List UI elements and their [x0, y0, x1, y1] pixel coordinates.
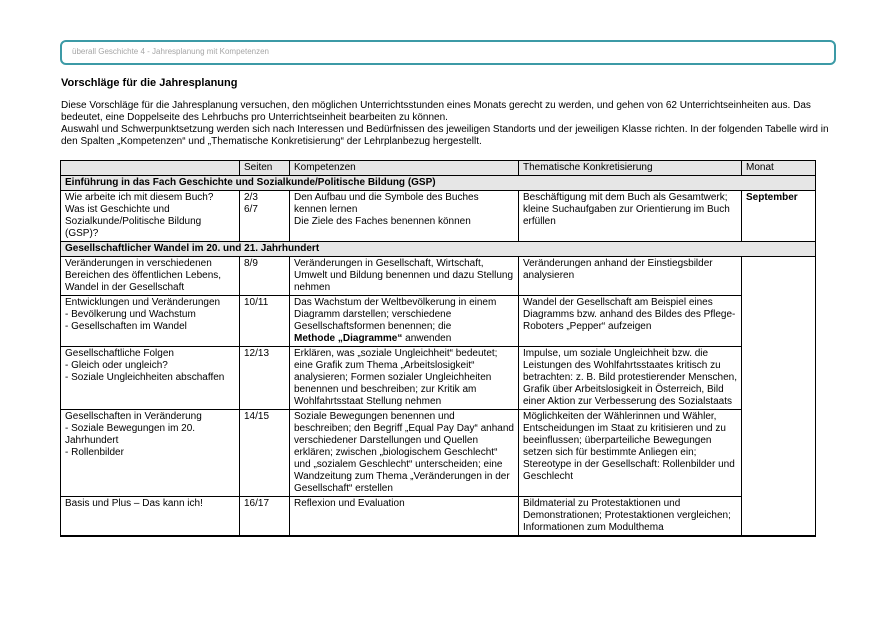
table-row	[61, 296, 816, 347]
competency-text: Das Wachstum der Weltbevölkerung in einem Diagramm darstellen; verschiedene Gesellschaftsformen benennen; die	[294, 297, 497, 332]
topic-cell: Veränderungen in verschiedenen Bereichen des öffentlichen Lebens, Wandel in der Gesellschaft	[61, 257, 240, 296]
competencies-cell: Reflexion und Evaluation	[290, 497, 519, 537]
intro-paragraph-1: Diese Vorschläge für die Jahresplanung versuchen, den möglichen Unterrichtsstunden eines Monats gerecht zu werden, und gehen von 62 Unterrichtseinheiten aus. Das bedeutet, eine Doppelseite des Lehrbuchs pro Unterrichtseinheit bearbeiten zu können.	[61, 100, 811, 123]
topic-cell	[61, 410, 240, 497]
table-row	[61, 497, 816, 537]
page-title: Vorschläge für die Jahresplanung	[61, 77, 238, 89]
competency-text: Die Ziele des Faches benennen können	[294, 216, 471, 227]
table-row	[61, 257, 816, 296]
month-cell-empty	[742, 257, 816, 537]
topic-subitem: - Gesellschaften im Wandel	[65, 321, 187, 332]
table-row	[61, 410, 816, 497]
concretisation-cell: Veränderungen anhand der Einstiegsbilder analysieren	[519, 257, 742, 296]
concretisation-cell: Impulse, um soziale Ungleichheit bzw. die Leistungen des Wohlfahrtsstaates kritisch zu betrachten: z. B. Bild protestierender Menschen, Grafik über Arbeitslosigkeit in Österreich, Bild einer Aktion zur Verbesserung des Sozialstaats	[519, 347, 742, 410]
section-title: Einführung in das Fach Geschichte und Sozialkunde/Politische Bildung (GSP)	[61, 176, 816, 191]
method-label: Methode „Diagramme“	[294, 333, 403, 344]
header-competencies: Kompetenzen	[290, 161, 519, 176]
concretisation-cell: Bildmaterial zu Protestaktionen und Demonstrationen; Protestaktionen vergleichen; Informationen zum Modulthema	[519, 497, 742, 537]
section-title: Gesellschaftlicher Wandel im 20. und 21. Jahrhundert	[61, 242, 816, 257]
table-row	[61, 347, 816, 410]
topic-title: Gesellschaftliche Folgen	[65, 348, 174, 359]
header-topic	[61, 161, 240, 176]
table-header-row	[61, 161, 816, 176]
concretisation-cell: Wandel der Gesellschaft am Beispiel eines Diagramms bzw. anhand des Bildes des Pflege-Roboters „Pepper“ aufzeigen	[519, 296, 742, 347]
competency-text: Den Aufbau und die Symbole des Buches kennen lernen	[294, 192, 479, 215]
method-suffix: anwenden	[402, 333, 452, 344]
intro-paragraph-2: Auswahl und Schwerpunktsetzung werden sich nach Interessen und Bedürfnissen des jeweiligen Standorts und der jeweiligen Klasse richten. In der folgenden Tabelle wird in den Spalten „Kompetenzen“ und „Thematische Konkretisierung“ der Lehrplanbezug hergestellt.	[61, 124, 829, 147]
pages-cell: 16/17	[240, 497, 290, 537]
competencies-cell: Soziale Bewegungen benennen und beschreiben; den Begriff „Equal Pay Day“ anhand verschiedener Darstellungen und Quellen erklären; zwischen „biologischem Geschlecht“ und „sozialem Geschlecht“ unterscheiden; eine Wandzeitung zum Thema „Veränderungen in der Gesellschaft“ erstellen	[290, 410, 519, 497]
topic-title: Gesellschaften in Veränderung	[65, 411, 202, 422]
planning-table	[60, 160, 816, 537]
pages-cell: 10/11	[240, 296, 290, 347]
pages-cell: 14/15	[240, 410, 290, 497]
table-row	[61, 191, 816, 242]
competencies-cell	[290, 191, 519, 242]
topic-subitem: - Soziale Ungleichheiten abschaffen	[65, 372, 225, 383]
running-title: überall Geschichte 4 - Jahresplanung mit Kompetenzen	[72, 47, 269, 56]
competencies-cell	[290, 296, 519, 347]
topic-cell	[61, 347, 240, 410]
header-pages: Seiten	[240, 161, 290, 176]
month-cell: September	[742, 191, 816, 242]
topic-subitem: - Rollenbilder	[65, 447, 124, 458]
pages-cell: 8/9	[240, 257, 290, 296]
topic-subitem: - Soziale Bewegungen im 20. Jahrhundert	[65, 423, 196, 446]
section-row-change	[61, 242, 816, 257]
section-row-intro	[61, 176, 816, 191]
competencies-cell: Veränderungen in Gesellschaft, Wirtschaft, Umwelt und Bildung benennen und dazu Stellung nehmen	[290, 257, 519, 296]
topic-cell	[61, 296, 240, 347]
topic-subitem: - Bevölkerung und Wachstum	[65, 309, 196, 320]
pages-value: 6/7	[244, 204, 258, 215]
topic-cell: Basis und Plus – Das kann ich!	[61, 497, 240, 537]
competencies-cell: Erklären, was „soziale Ungleichheit“ bedeutet; eine Grafik zum Thema „Arbeitslosigkeit“ analysieren; Formen sozialer Ungleichheiten benennen und beschreiben; zur Kritik am Wohlfahrtsstaat Stellung nehmen	[290, 347, 519, 410]
intro-text	[61, 100, 831, 148]
topic-cell: Wie arbeite ich mit diesem Buch? Was ist Geschichte und Sozialkunde/Politische Bildung (GSP)?	[61, 191, 240, 242]
pages-cell	[240, 191, 290, 242]
pages-value: 2/3	[244, 192, 258, 203]
topic-subitem: - Gleich oder ungleich?	[65, 360, 168, 371]
concretisation-cell: Beschäftigung mit dem Buch als Gesamtwerk; kleine Suchaufgaben zur Orientierung im Buch erfüllen	[519, 191, 742, 242]
concretisation-cell: Möglichkeiten der Wählerinnen und Wähler, Entscheidungen im Staat zu kritisieren und zu beeinflussen; überparteiliche Bewegungen setzen sich für bestimmte Anliegen ein; Stereotype in der Gesellschaft: Rollenbilder und Geschlecht	[519, 410, 742, 497]
topic-title: Entwicklungen und Veränderungen	[65, 297, 221, 308]
header-month: Monat	[742, 161, 816, 176]
header-frame	[60, 40, 836, 65]
pages-cell: 12/13	[240, 347, 290, 410]
header-concretisation: Thematische Konkretisierung	[519, 161, 742, 176]
